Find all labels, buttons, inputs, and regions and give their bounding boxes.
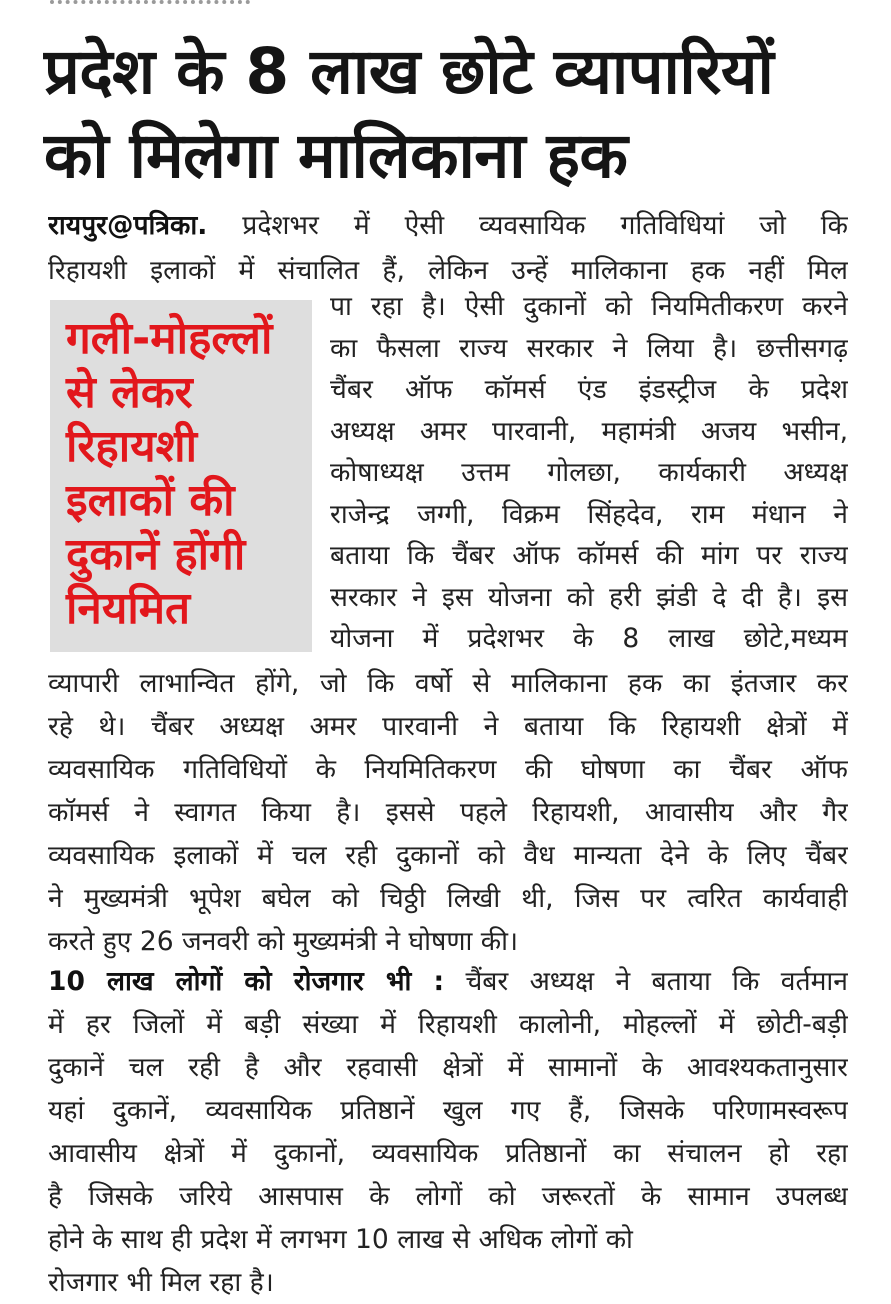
body-line: आवासीय क्षेत्रों में दुकानों, व्यवसायिक प्रतिष्ठानों का संचालन हो रहा — [48, 1138, 848, 1169]
intro-text-1: प्रदेशभर में ऐसी व्यवसायिक गतिविधियां जो कि — [242, 210, 848, 241]
pullquote-line: रिहायशी — [66, 421, 197, 472]
employment-paragraph — [48, 960, 848, 1304]
subhead: 10 लाख लोगों को रोजगार भी : — [48, 966, 445, 997]
cut-edge-divider — [50, 0, 250, 12]
pullquote — [66, 312, 306, 636]
body-line: में हर जिलों में बड़ी संख्या में रिहायशी कालोनी, मोहल्लों में छोटी-बड़ी — [48, 1009, 848, 1040]
body-line: ने मुख्यमंत्री भूपेश बघेल को चिठ्ठी लिखी थी, जिस पर त्वरित कार्यवाही — [48, 883, 848, 914]
body-line: रहे थे। चैंबर अध्यक्ष अमर पारवानी ने बताया कि रिहायशी क्षेत्रों में — [48, 711, 848, 742]
column-line: पा रहा है। ऐसी दुकानों को नियमितीकरण करने — [330, 291, 848, 322]
subhead-rest: चैंबर अध्यक्ष ने बताया कि वर्तमान — [465, 966, 848, 997]
body-line: कॉमर्स ने स्वागत किया है। इससे पहले रिहायशी, आवासीय और गैर — [48, 797, 848, 828]
intro-line-2: रिहायशी इलाकों में संचालित हैं, लेकिन उन्हें मालिकाना हक नहीं मिल — [48, 255, 848, 286]
body-line: यहां दुकानें, व्यवसायिक प्रतिष्ठानें खुल गए हैं, जिसके परिणामस्वरूप — [48, 1095, 848, 1126]
body-line: व्यवसायिक इलाकों में चल रही दुकानों को वैध मान्यता देने के लिए चैंबर — [48, 840, 848, 871]
body-line-last: करते हुए 26 जनवरी को मुख्यमंत्री ने घोषणा की। — [48, 926, 519, 957]
body-line: होने के साथ ही प्रदेश में लगभग 10 लाख से अधिक लोगों को — [48, 1224, 633, 1255]
headline-line-2: को मिलेगा मालिकाना हक — [44, 119, 628, 192]
column-line: बताया कि चैंबर ऑफ कॉमर्स की मांग पर राज्य — [330, 540, 848, 571]
column-line: राजेन्द्र जग्गी, विक्रम सिंहदेव, राम मंधान ने — [330, 498, 848, 530]
intro-paragraph — [48, 206, 848, 291]
body-line: है जिसके जरिये आसपास के लोगों को जरूरतों के सामान उपलब्ध — [48, 1181, 848, 1212]
pullquote-line: से लेकर — [66, 367, 193, 418]
column-line: का फैसला राज्य सरकार ने लिया है। छत्तीसगढ़ — [330, 332, 848, 364]
pullquote-line: गली-मोहल्लों — [66, 313, 273, 364]
column-line: सरकार ने इस योजना को हरी झंडी दे दी है। इस — [330, 581, 848, 613]
intro-line-1 — [48, 206, 848, 246]
body-line: दुकानें चल रही है और रहवासी क्षेत्रों में सामानों के आवश्यकतानुसार — [48, 1052, 848, 1083]
body-line: व्यवसायिक गतिविधियों के नियमितिकरण की घोषणा का चैंबर ऑफ — [48, 754, 848, 785]
subhead-line — [48, 960, 848, 1003]
body-line-last: रोजगार भी मिल रहा है। — [48, 1267, 274, 1298]
column-line: अध्यक्ष अमर पारवानी, महामंत्री अजय भसीन, — [330, 415, 848, 447]
dateline: रायपुर@पत्रिका. — [48, 210, 208, 241]
pullquote-line: इलाकों की — [66, 475, 235, 526]
pullquote-line: नियमित — [66, 583, 191, 634]
column-line: कोषाध्यक्ष उत्तम गोलछा, कार्यकारी अध्यक्ष — [330, 457, 848, 488]
headline-line-1: प्रदेश के 8 लाख छोटे व्यापारियों — [44, 35, 774, 108]
pullquote-line: दुकानें होंगी — [66, 529, 246, 580]
column-paragraph — [330, 286, 848, 660]
headline — [44, 30, 884, 198]
continuation-paragraph — [48, 662, 848, 963]
body-line: व्यापारी लाभान्वित होंगे, जो कि वर्षो से मालिकाना हक का इंतजार कर — [48, 668, 848, 699]
column-line: चैंबर ऑफ कॉमर्स एंड इंडस्ट्रीज के प्रदेश — [330, 374, 848, 405]
column-line: योजना में प्रदेशभर के 8 लाख छोटे,मध्यम — [330, 623, 848, 654]
